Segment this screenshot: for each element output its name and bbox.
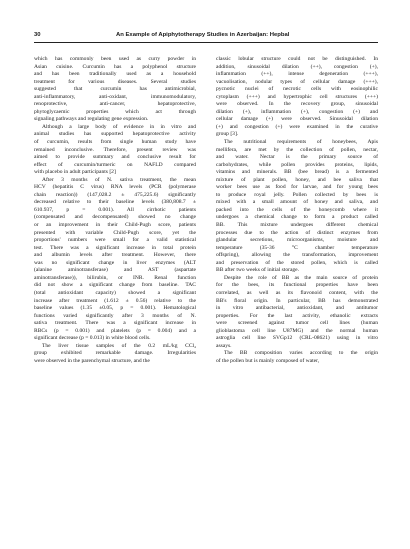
left-column: [34, 56, 196, 365]
text-line: RBCs (p = 0.001) and platelets (p = 0.004) and a: [34, 327, 196, 334]
text-line: and has been traditionally used as a household: [34, 71, 196, 78]
text-line: which has commonly been used as curry powder in: [34, 56, 196, 62]
paragraph: [34, 177, 196, 343]
text-line: BB. This mixture undergoes different chemical: [216, 222, 378, 229]
text-line: cytoplasm (+++) and hypertrophic cell structures (+++): [216, 93, 378, 100]
text-line: The nutritional requirements of honeybees, Apis: [224, 139, 378, 146]
page-number: 30: [34, 32, 41, 38]
text-line: inflammation (++), intense degeneration (+++),: [216, 71, 378, 78]
text-line: dilation (+), inflammation (+), congestion (+) and: [216, 108, 378, 115]
text-line: mixed with a small amount of honey and saliva, and: [216, 199, 378, 206]
text-line: was no significant change in liver enzymes (ALT: [34, 259, 196, 266]
paragraph: [216, 275, 378, 350]
text-line: mixture of plant pollen, honey, and bee saliva that: [216, 176, 378, 183]
text-line: The liver tissue samples of the 0.2 mL/kg CCl₄: [42, 342, 196, 349]
text-line: suggested that curcumin has antimicrobial,: [34, 86, 196, 93]
text-line: animal studies has supported hepatoprotective activity: [34, 131, 196, 138]
text-line: renoprotective, anti-cancer, hepatoprotective,: [34, 101, 196, 108]
text-line: aimed to provide summary and conclusive result for: [34, 154, 196, 161]
text-line: glandular secretions, microorganisms, moisture and: [216, 237, 378, 244]
text-line: presented with variable Child-Pugh score, yet the: [34, 229, 196, 236]
text-line: temperature (35-36 °C chamber temperature: [216, 244, 378, 251]
text-line: glioblastoma cell line U87MG) and the normal human: [216, 327, 378, 334]
text-line: Asian cuisine. Curcumin has a polyphenol structure: [34, 63, 196, 70]
text-line: were observed. In the recovery group, sinusoidal: [216, 101, 378, 108]
running-title: An Example of Apiphytotherapy Studies in Azerbaijan: Hepbal: [116, 32, 290, 38]
text-line: in vitro antibacterial, antioxidant, and antitumor: [216, 305, 378, 312]
text-line: treatment for various diseases. Several studies: [34, 78, 196, 85]
text-line: test. There was a significant increase in total protein: [34, 244, 196, 251]
text-line: packed into the cells of the honeycomb where it: [216, 206, 378, 213]
text-line: chain reaction)) (147,028.2 ± 475,225.6) significantly: [34, 191, 196, 198]
text-line: increase after treatment (1.612 ± 0.56) relative to the: [34, 297, 196, 304]
header-rule: [34, 42, 378, 43]
text-line: (total antioxidant capacity) showed a significant: [34, 289, 196, 296]
paragraph: [34, 124, 196, 177]
text-line: vacuolisation, nodular types of cellular damage (+++),: [216, 78, 378, 85]
text-line: aminotransferase)), bilirubin, or INR. Renal function: [34, 274, 196, 281]
text-line: cellular damage (+) were observed. Sinusoidal dilation: [216, 116, 378, 123]
text-line: or an improvement in their Child-Pugh score, patients: [34, 222, 196, 229]
paragraph: [34, 56, 196, 124]
text-line: were screened against tumor cell lines (human: [216, 320, 378, 327]
text-line: Despite the role of BB as the main source of protein: [224, 274, 378, 281]
text-line: addition, sinusoidal dilation (++), congestion (+),: [216, 63, 378, 70]
text-line: BB's floral origin. In particular, BB has demonstrated: [216, 297, 378, 304]
text-line: phytoglycaemic properties which act through: [34, 108, 196, 115]
text-line: sativa treatment. There was a significant increase in: [34, 320, 196, 327]
paragraph: [216, 139, 378, 275]
text-line: did not show a significant change from baseline. TAC: [34, 282, 196, 289]
text-line: decreased relative to their baseline levels (380,808.7 ±: [34, 199, 196, 206]
text-line: significant decrease (p = 0.013) in white blood cells.: [34, 335, 151, 342]
right-column: [216, 56, 378, 365]
text-line: and albumin levels after treatment. However, there: [34, 252, 196, 259]
text-line: of the pollen but is mainly composed of water,: [216, 357, 320, 364]
text-line: group [3].: [216, 131, 239, 138]
text-line: assays.: [216, 342, 232, 349]
text-line: remained inconclusive. Therefore, present review was: [34, 146, 196, 153]
text-line: After 3 months of N. sativa treatment, the mean: [42, 176, 196, 183]
text-line: 610.937, p = 0.001). All cirrhotic patients: [34, 206, 196, 213]
text-line: (alanine aminotransferase) and AST (aspartate: [34, 267, 196, 274]
text-line: group exhibited remarkable damage. Irregularities: [34, 350, 196, 357]
paragraph: [216, 56, 378, 139]
text-line: worker bees use as food for larvae, and for young bees: [216, 184, 378, 191]
text-line: baseline values (1.35 ±0.05, p = 0.001). Hematological: [34, 305, 196, 312]
paragraph: [216, 350, 378, 365]
text-line: The BB composition varies according to the origin: [224, 350, 378, 357]
text-line: properties. For the last activity, ethanolic extracts: [216, 312, 378, 319]
page-header: [34, 30, 378, 42]
text-line: mellifera, are met by the collection of pollen, nectar,: [216, 146, 378, 153]
text-line: undergoes a chemical change to form a product called: [216, 214, 378, 221]
text-line: for the bees, its functional properties have been: [216, 282, 378, 289]
text-line: Although a large body of evidence in in vitro and: [42, 123, 196, 130]
text-line: and water. Nectar is the primary source of: [216, 154, 378, 161]
text-line: HCV (hepatitis C virus) RNA levels (PCR (polymerase: [34, 184, 196, 191]
text-line: of curcumin, results from single human study have: [34, 139, 196, 146]
text-line: (+) and congestion (+) were examined in the curative: [216, 123, 378, 130]
text-line: to produce royal jelly. Pollen collected by bees is: [216, 191, 378, 198]
text-line: (compensated and decompensated) showed no change: [34, 214, 196, 221]
text-line: classic lobular structure could not be distinguished. In: [216, 56, 378, 62]
text-line: carbohydrates, while pollen provides proteins, lipids,: [216, 161, 378, 168]
text-line: and preservation of the stored pollen, which is called: [216, 259, 378, 266]
text-line: BB after two weeks of initial storage.: [216, 267, 300, 274]
text-line: effect of curcumin/turmeric on NAFLD compared: [34, 161, 196, 168]
text-line: vitamins and minerals. BB (bee bread) is a fermented: [216, 169, 378, 176]
text-line: were observed in the parenchymal structure, and the: [34, 357, 150, 364]
paragraph: [34, 343, 196, 366]
text-line: correlated, as well as its flavonoid content, with the: [216, 289, 378, 296]
text-line: offspring), allowing the transformation, improvement: [216, 252, 378, 259]
text-line: processes due to the action of distinct enzymes from: [216, 229, 378, 236]
text-line: signaling pathways and regulating gene expression.: [34, 116, 149, 123]
text-line: astroglia cell line SVGp12 (CRL-08621) using in vitro: [216, 335, 378, 342]
text-line: pycnotic nuclei of necrotic cells with eosinophilic: [216, 86, 378, 93]
text-line: anti-inflammatory, anti-oxidant, immunomodulatory,: [34, 93, 196, 100]
text-line: proportions' numbers were small for a valid statistical: [34, 237, 196, 244]
text-line: functions varied significantly after 3 months of N.: [34, 312, 196, 319]
text-line: with placebo in adult participants [2]: [34, 169, 116, 176]
